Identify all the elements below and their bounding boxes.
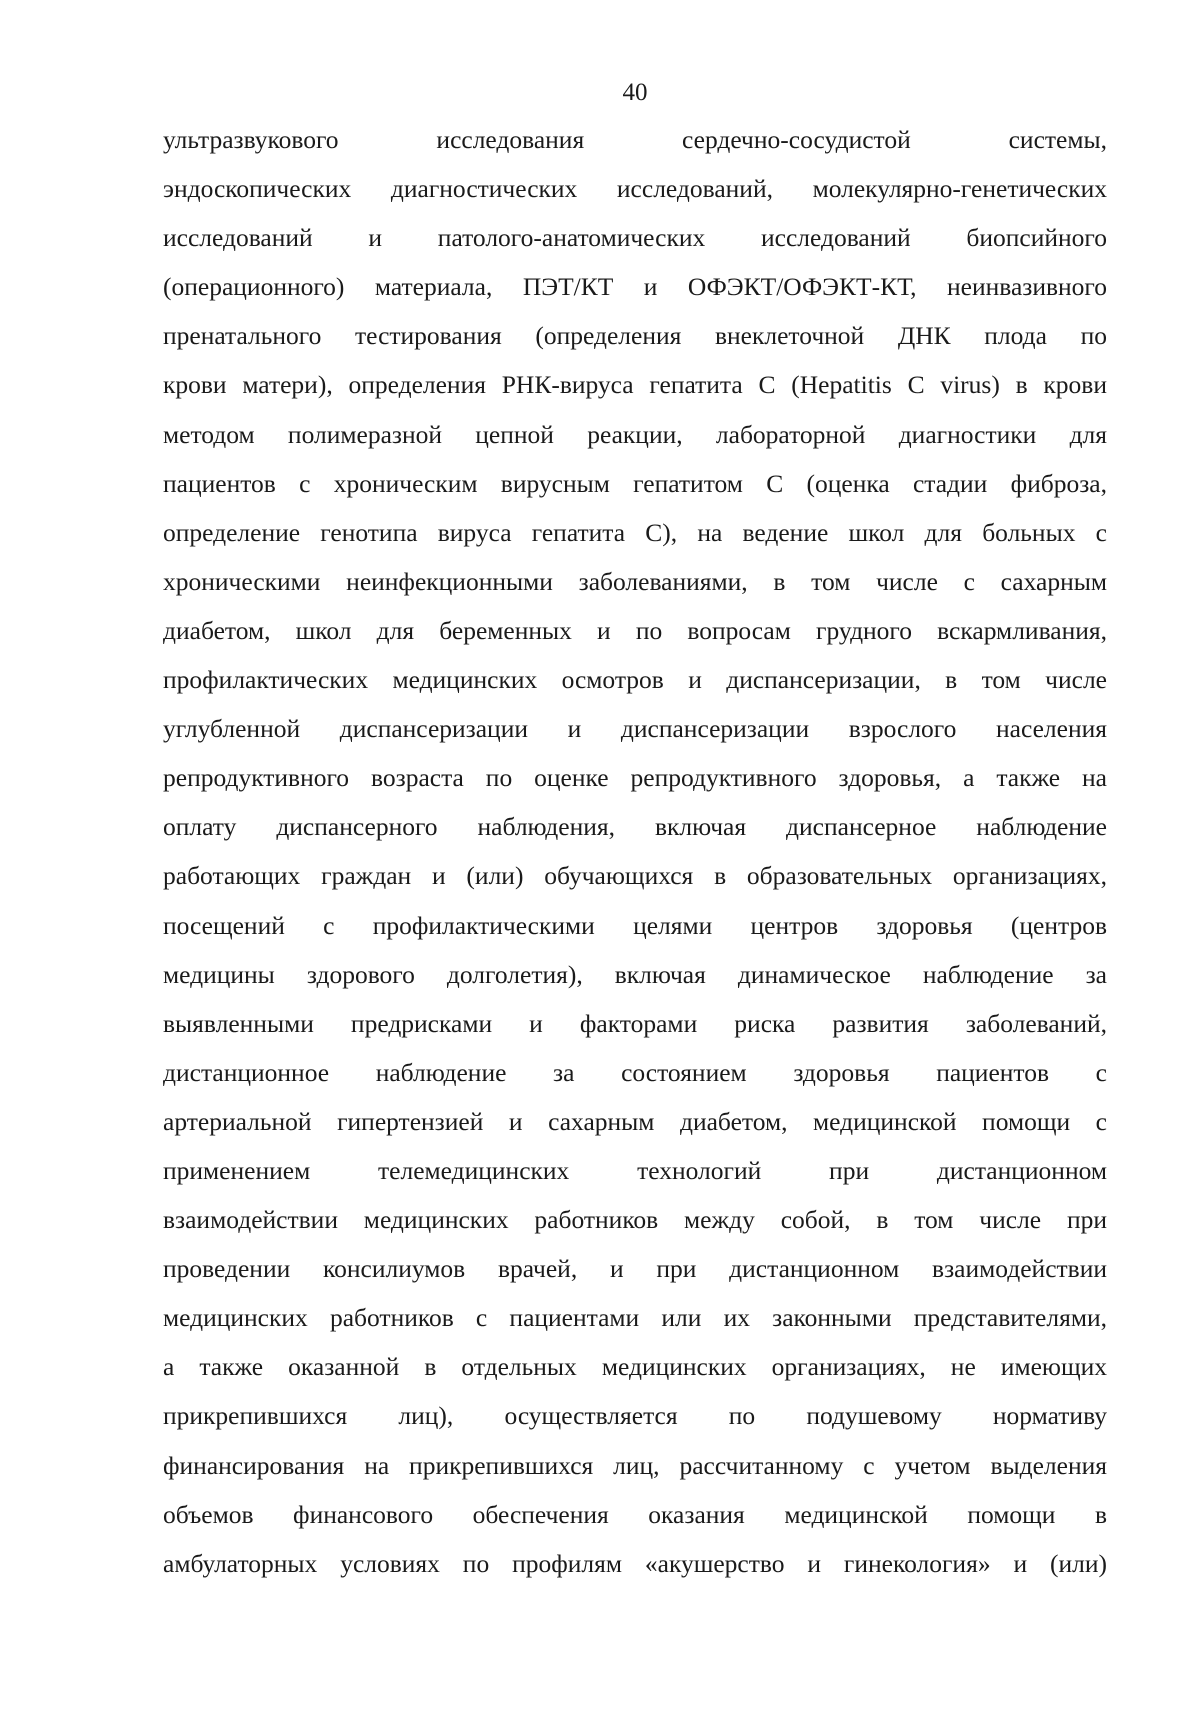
text-line: эндоскопических диагностических исследований, молекулярно-генетических	[163, 174, 1107, 204]
text-line: ультразвукового исследования сердечно-сосудистой системы,	[163, 125, 1107, 154]
text-line: определение генотипа вируса гепатита С), на ведение школ для больных с	[163, 517, 1107, 547]
text-line: диабетом, школ для беременных и по вопросам грудного вскармливания,	[163, 615, 1107, 645]
body-paragraph	[163, 122, 1107, 1595]
text-line: пациентов с хроническим вирусным гепатитом С (оценка стадии фиброза,	[163, 468, 1107, 498]
text-line: исследований и патолого-анатомических исследований биопсийного	[163, 223, 1107, 253]
text-line: работающих граждан и (или) обучающихся в образовательных организациях,	[163, 861, 1107, 891]
text-line: (операционного) материала, ПЭТ/КТ и ОФЭКТ/ОФЭКТ-КТ, неинвазивного	[163, 272, 1107, 302]
text-line: медицинских работников с пациентами или их законными представителями,	[163, 1303, 1107, 1333]
text-line: посещений с профилактическими целями центров здоровья (центров	[163, 910, 1107, 940]
text-line: профилактических медицинских осмотров и диспансеризации, в том числе	[163, 665, 1107, 695]
text-line: а также оказанной в отдельных медицинских организациях, не имеющих	[163, 1352, 1107, 1382]
text-line: артериальной гипертензией и сахарным диабетом, медицинской помощи с	[163, 1106, 1107, 1136]
text-line: амбулаторных условиях по профилям «акушерство и гинекология» и (или)	[163, 1548, 1107, 1578]
text-line: проведении консилиумов врачей, и при дистанционном взаимодействии	[163, 1254, 1107, 1284]
text-line: выявленными предрисками и факторами риска развития заболеваний,	[163, 1008, 1107, 1038]
text-line: финансирования на прикрепившихся лиц, рассчитанному с учетом выделения	[163, 1450, 1107, 1480]
text-line: методом полимеразной цепной реакции, лабораторной диагностики для	[163, 419, 1107, 449]
text-line: прикрепившихся лиц), осуществляется по подушевому нормативу	[163, 1401, 1107, 1431]
text-line: крови матери), определения РНК-вируса гепатита С (Hepatitis C virus) в крови	[163, 370, 1107, 400]
text-line: дистанционное наблюдение за состоянием здоровья пациентов с	[163, 1057, 1107, 1087]
text-line: пренатального тестирования (определения внеклеточной ДНК плода по	[163, 321, 1107, 351]
text-line: оплату диспансерного наблюдения, включая диспансерное наблюдение	[163, 812, 1107, 842]
text-line: углубленной диспансеризации и диспансеризации взрослого населения	[163, 714, 1107, 744]
page-number: 40	[622, 79, 648, 106]
text-line: медицины здорового долголетия), включая динамическое наблюдение за	[163, 959, 1107, 989]
text-line: объемов финансового обеспечения оказания медицинской помощи в	[163, 1499, 1107, 1529]
text-line: репродуктивного возраста по оценке репродуктивного здоровья, а также на	[163, 763, 1107, 793]
text-line: взаимодействии медицинских работников между собой, в том числе при	[163, 1205, 1107, 1235]
text-line: хроническими неинфекционными заболеваниями, в том числе с сахарным	[163, 566, 1107, 596]
text-line: применением телемедицинских технологий при дистанционном	[163, 1155, 1107, 1185]
